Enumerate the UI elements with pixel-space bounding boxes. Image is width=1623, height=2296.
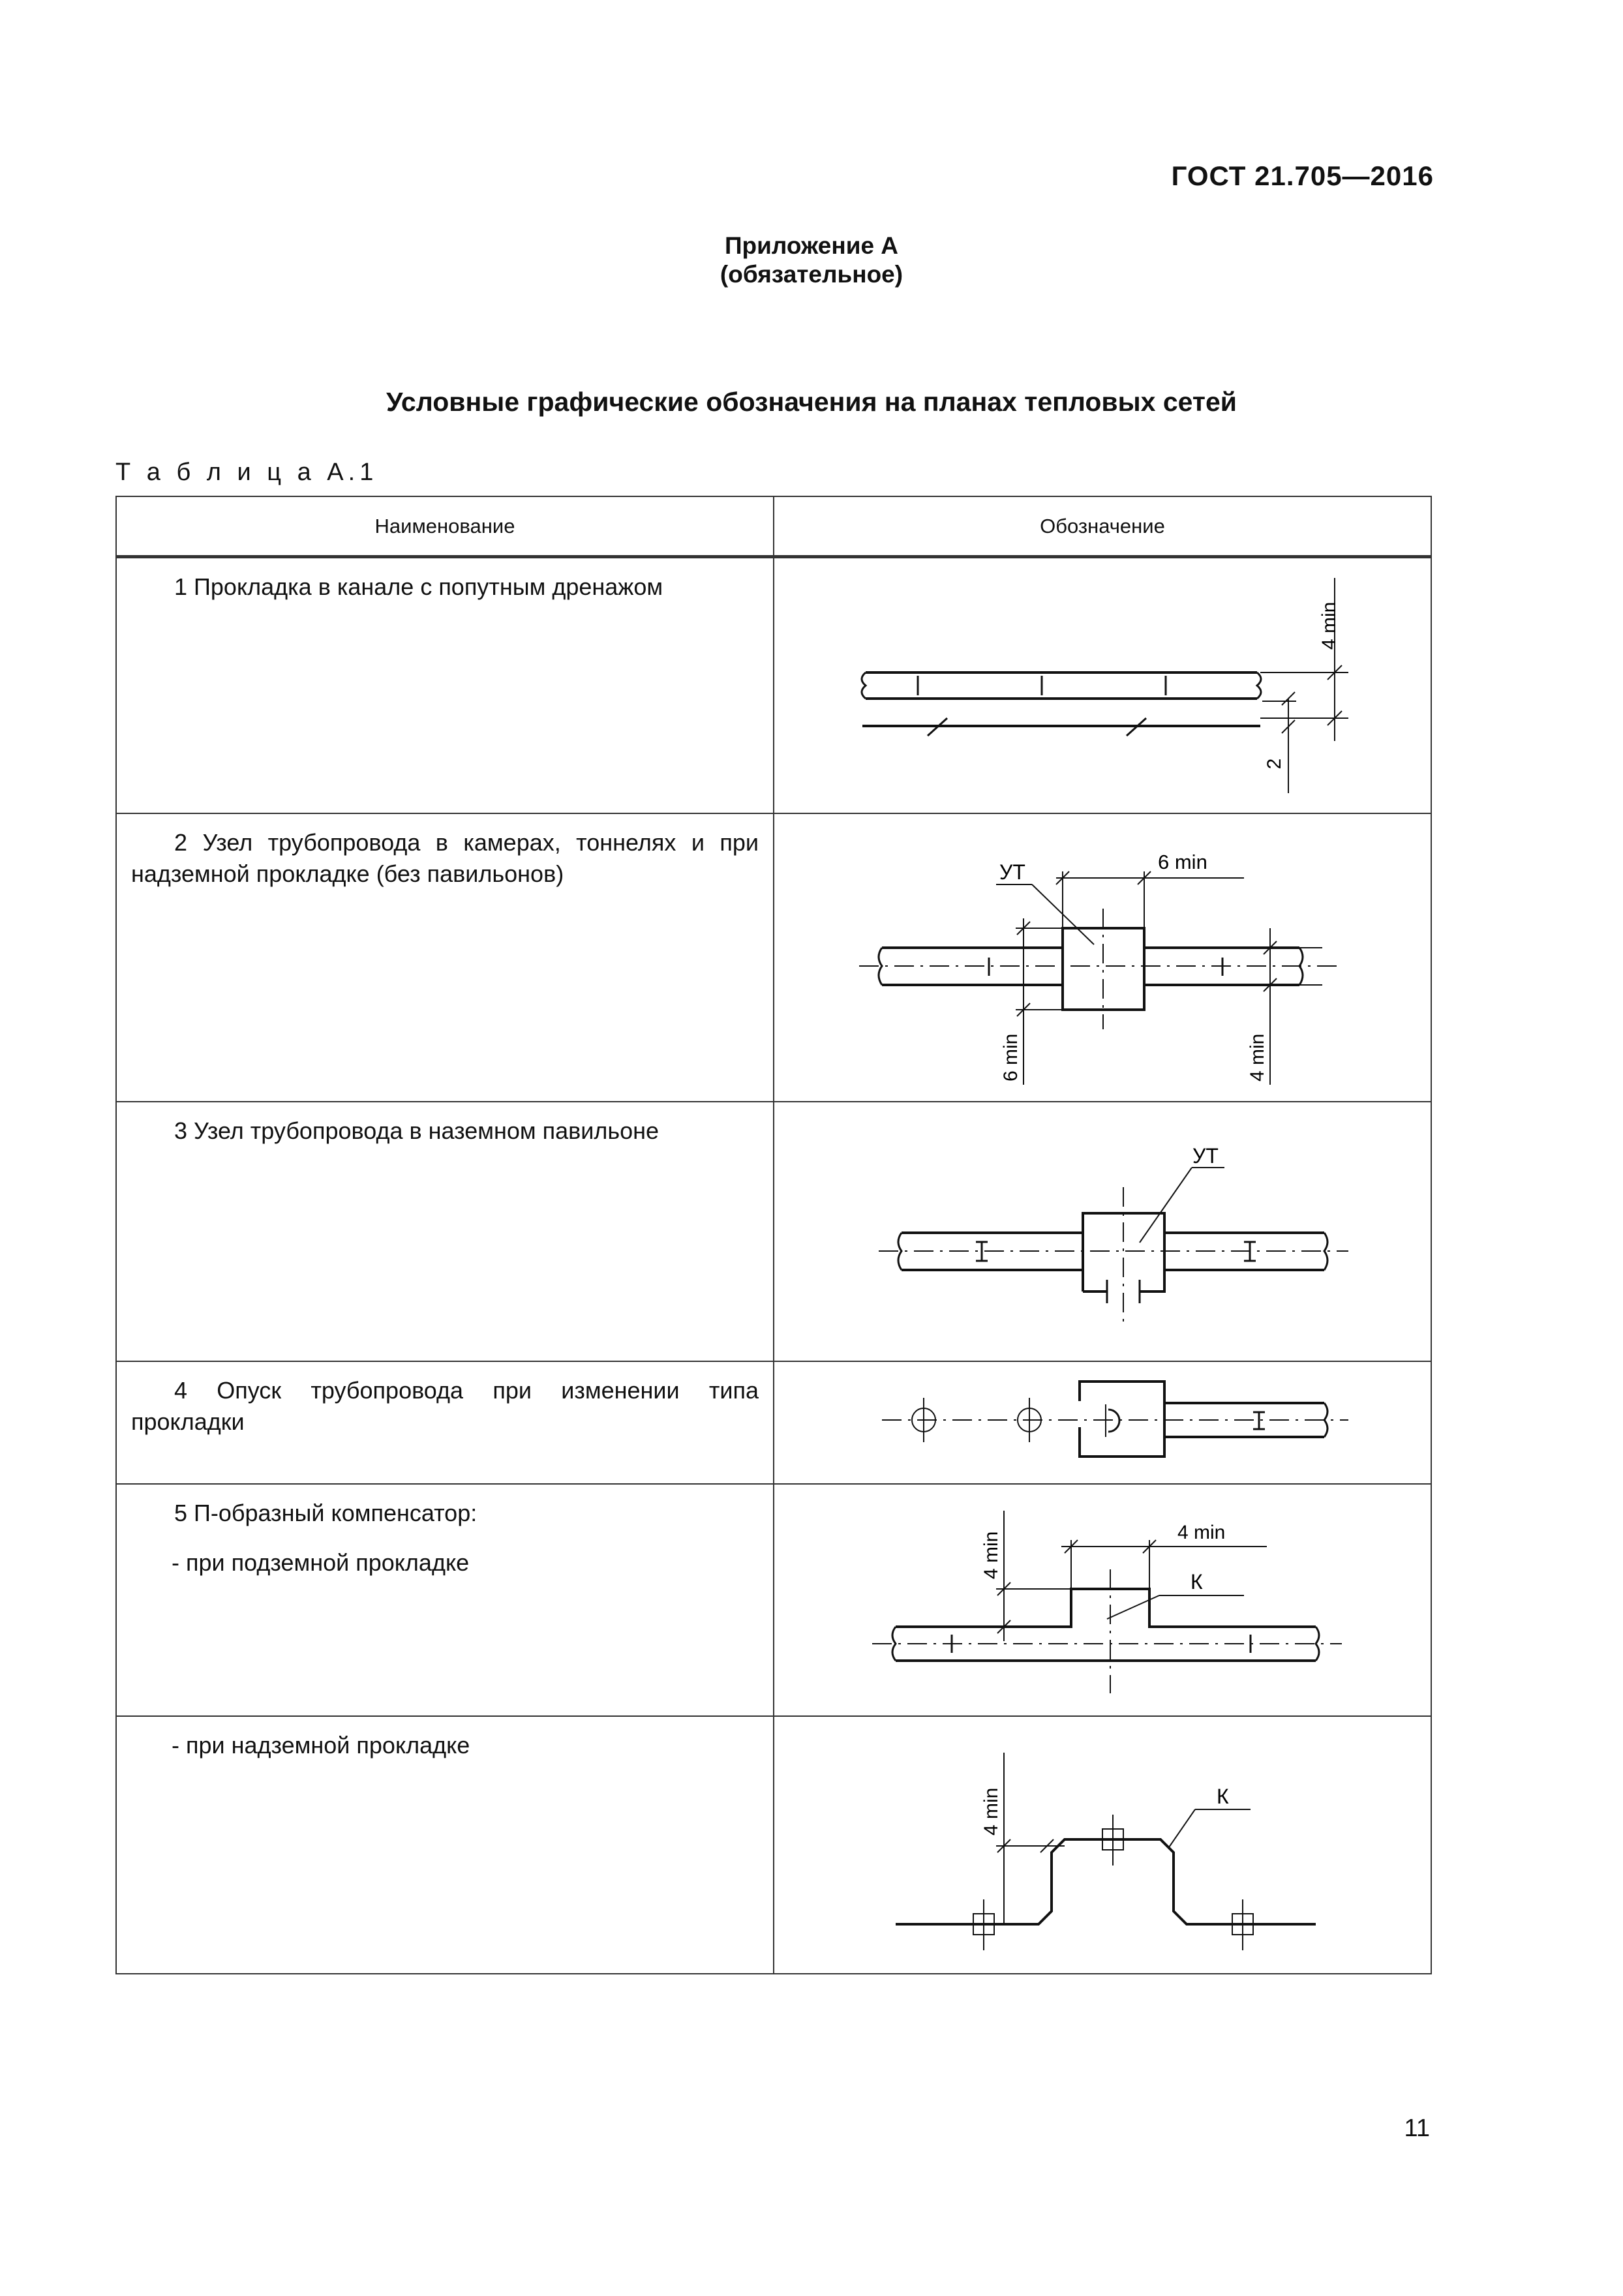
table-row — [116, 1361, 1431, 1484]
symbols-table — [115, 496, 1432, 1974]
dim-label: 4 min — [1177, 1521, 1226, 1543]
u-compensator-underground-symbol — [774, 1485, 1431, 1715]
row-name: 2 Узел трубопровода в камерах, тоннелях и при надземной прокладке (без павильонов) — [131, 828, 759, 887]
dim-label: 4 min — [1318, 601, 1340, 650]
pipe-descent-symbol — [774, 1362, 1431, 1483]
row-name-cell — [116, 1716, 774, 1974]
row-name-cell — [116, 813, 774, 1102]
dim-label: 6 min — [1000, 1033, 1022, 1081]
dim-label: 4 min — [1247, 1033, 1268, 1081]
row-symbol-cell — [774, 1484, 1431, 1716]
row-name: 5 П-образный компенсатор: — [174, 1499, 478, 1526]
page-number: 11 — [1404, 2115, 1430, 2142]
dim-label: 4 min — [980, 1531, 1002, 1579]
pavilion-node-symbol — [774, 1102, 1431, 1361]
compensator-label: К — [1191, 1569, 1203, 1594]
compensator-label: К — [1217, 1784, 1229, 1808]
row-symbol-cell — [774, 813, 1431, 1102]
row-symbol-cell — [774, 1361, 1431, 1484]
table-header-row — [116, 496, 1431, 557]
node-label: УТ — [999, 860, 1025, 884]
row-name: 4 Опуск трубопровода при изменении типа прокладки — [131, 1376, 759, 1435]
row-name-cell — [116, 1102, 774, 1361]
node-label: УТ — [1192, 1143, 1219, 1168]
column-header-symbol: Обозначение — [774, 496, 1431, 557]
table-row — [116, 1102, 1431, 1361]
row-name-cell — [116, 1484, 774, 1716]
annex-title: Приложение А — [724, 232, 899, 259]
page-title: Условные графические обозначения на планах тепловых сетей — [386, 387, 1237, 417]
table-caption: Т а б л и ц а А.1 — [115, 459, 378, 486]
table-row — [116, 813, 1431, 1102]
annex-status: (обязательное) — [720, 261, 903, 288]
row-symbol-cell — [774, 1716, 1431, 1974]
table-row — [116, 557, 1431, 813]
row-name: 3 Узел трубопровода в наземном павильоне — [174, 1117, 660, 1144]
u-compensator-overground-symbol — [774, 1717, 1431, 1973]
dim-label: 2 — [1264, 758, 1285, 770]
row-symbol-cell — [774, 1102, 1431, 1361]
row-name-cell — [116, 557, 774, 813]
column-header-name: Наименование — [116, 496, 774, 557]
channel-drainage-symbol — [774, 558, 1431, 813]
dim-label: 4 min — [980, 1787, 1002, 1835]
row-name-cell — [116, 1361, 774, 1484]
table-row — [116, 1716, 1431, 1974]
standard-code: ГОСТ 21.705—2016 — [1171, 160, 1434, 191]
row-symbol-cell — [774, 557, 1431, 813]
table-row — [116, 1484, 1431, 1716]
row-name: - при надземной прокладке — [172, 1731, 470, 1759]
row-name: 1 Прокладка в канале с попутным дренажом — [174, 573, 663, 600]
dim-label: 6 min — [1158, 850, 1207, 873]
pipeline-node-symbol — [774, 814, 1431, 1101]
row-subname: - при подземной прокладке — [172, 1548, 470, 1576]
